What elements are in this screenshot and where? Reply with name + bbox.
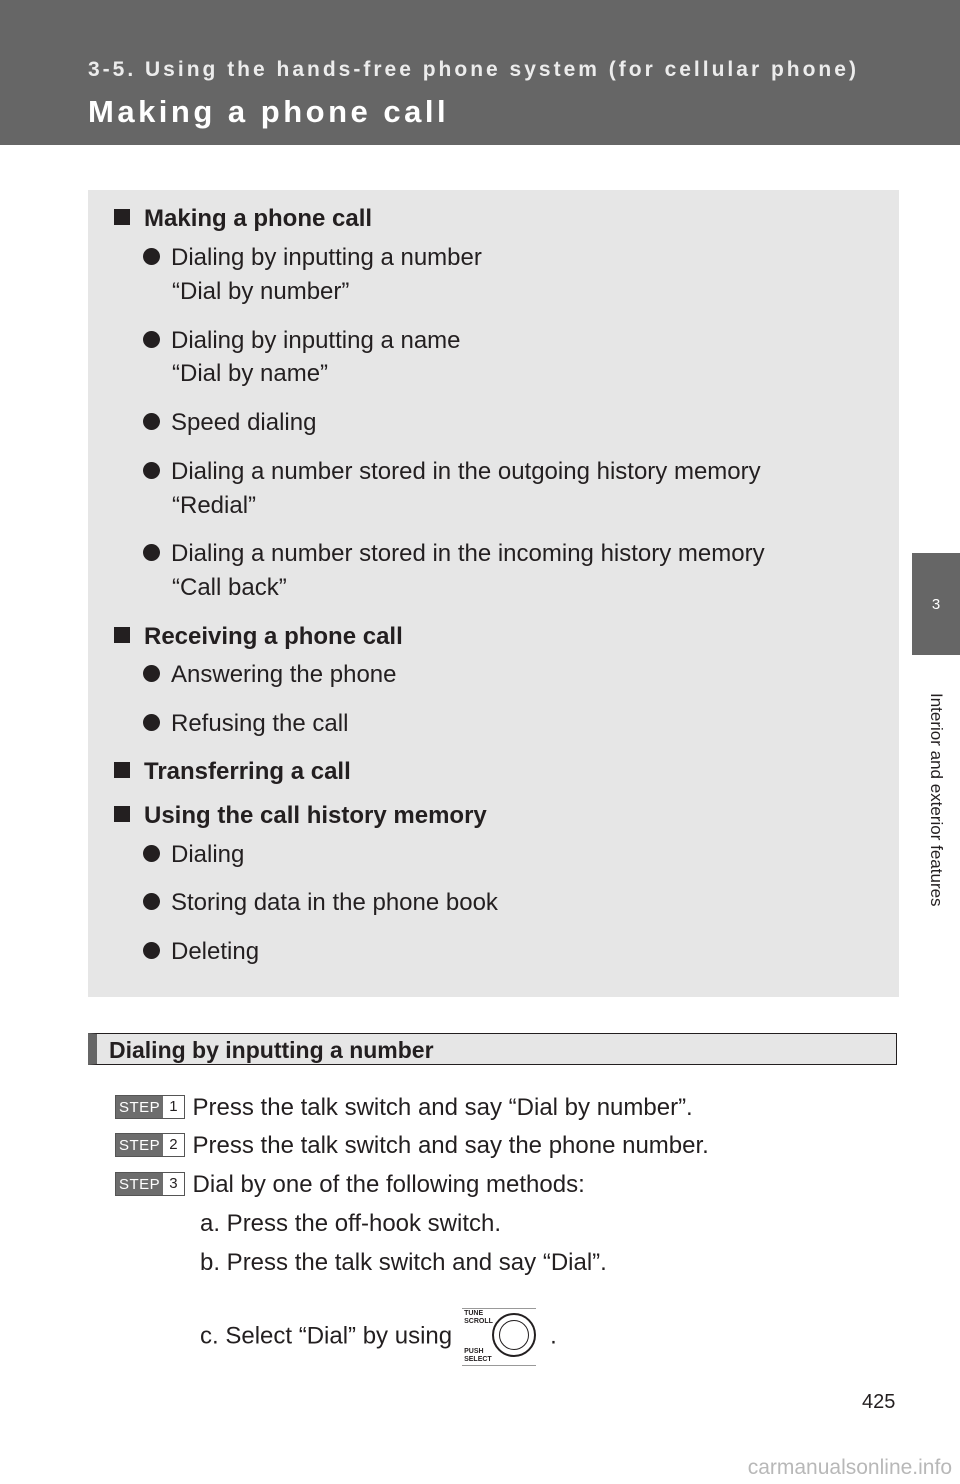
bullet-icon [143, 544, 160, 561]
square-bullet-icon [114, 209, 130, 225]
chapter-number: 3 [931, 595, 941, 613]
summary-item: Dialing by inputting a number [143, 244, 482, 272]
summary-heading: Transferring a call [114, 758, 351, 786]
page-number: 425 [862, 1391, 896, 1413]
summary-item: Speed dialing [143, 409, 316, 437]
subsection-heading [88, 1033, 897, 1065]
voice-command: “Call back” [172, 574, 287, 601]
bullet-icon [143, 248, 160, 265]
summary-item: Dialing [143, 841, 244, 869]
step-badge: STEP 3 [115, 1172, 185, 1196]
voice-command: “Dial by number” [172, 278, 350, 305]
summary-item: Storing data in the phone book [143, 889, 498, 917]
summary-item: Answering the phone [143, 661, 397, 689]
chapter-label [912, 655, 960, 945]
step-1: STEP 1 Press the talk switch and say “Dial by number”. [115, 1094, 693, 1122]
summary-heading: Using the call history memory [114, 802, 487, 830]
bullet-icon [143, 845, 160, 862]
step-badge: STEP 1 [115, 1095, 185, 1119]
summary-box [88, 190, 899, 997]
summary-heading: Receiving a phone call [114, 623, 403, 651]
bullet-icon [143, 462, 160, 479]
chapter-label-text: Interior and exterior features [927, 693, 946, 907]
bullet-icon [143, 665, 160, 682]
voice-command: “Redial” [172, 492, 257, 519]
chapter-tab[interactable] [912, 553, 960, 655]
method-b: b. Press the talk switch and say “Dial”. [200, 1249, 607, 1276]
summary-item: Deleting [143, 938, 259, 966]
voice-command: “Dial by name” [172, 360, 329, 387]
section-title: 3-5. Using the hands-free phone system (for cellular phone) [88, 58, 859, 81]
page-title: Making a phone call [88, 94, 450, 129]
page-header [0, 0, 960, 145]
summary-item: Refusing the call [143, 710, 348, 738]
bullet-icon [143, 331, 160, 348]
summary-item: Dialing a number stored in the incoming history memory [143, 540, 765, 568]
method-c: c. Select “Dial” by using TUNE SCROLL PUSH SELECT . [200, 1308, 557, 1366]
summary-item: Dialing a number stored in the outgoing history memory [143, 458, 761, 486]
step-2: STEP 2 Press the talk switch and say the phone number. [115, 1132, 709, 1160]
square-bullet-icon [114, 762, 130, 778]
subsection-title: Dialing by inputting a number [109, 1037, 434, 1063]
watermark: carmanualsonline.info [747, 1456, 952, 1479]
bullet-icon [143, 893, 160, 910]
step-3: STEP 3 Dial by one of the following methods: [115, 1171, 585, 1199]
step-badge: STEP 2 [115, 1133, 185, 1157]
square-bullet-icon [114, 806, 130, 822]
square-bullet-icon [114, 627, 130, 643]
bullet-icon [143, 413, 160, 430]
summary-item: Dialing by inputting a name [143, 327, 461, 355]
summary-heading: Making a phone call [114, 205, 372, 233]
tune-select-knob-icon: TUNE SCROLL PUSH SELECT [462, 1308, 536, 1366]
method-a: a. Press the off-hook switch. [200, 1210, 502, 1237]
bullet-icon [143, 714, 160, 731]
bullet-icon [143, 942, 160, 959]
